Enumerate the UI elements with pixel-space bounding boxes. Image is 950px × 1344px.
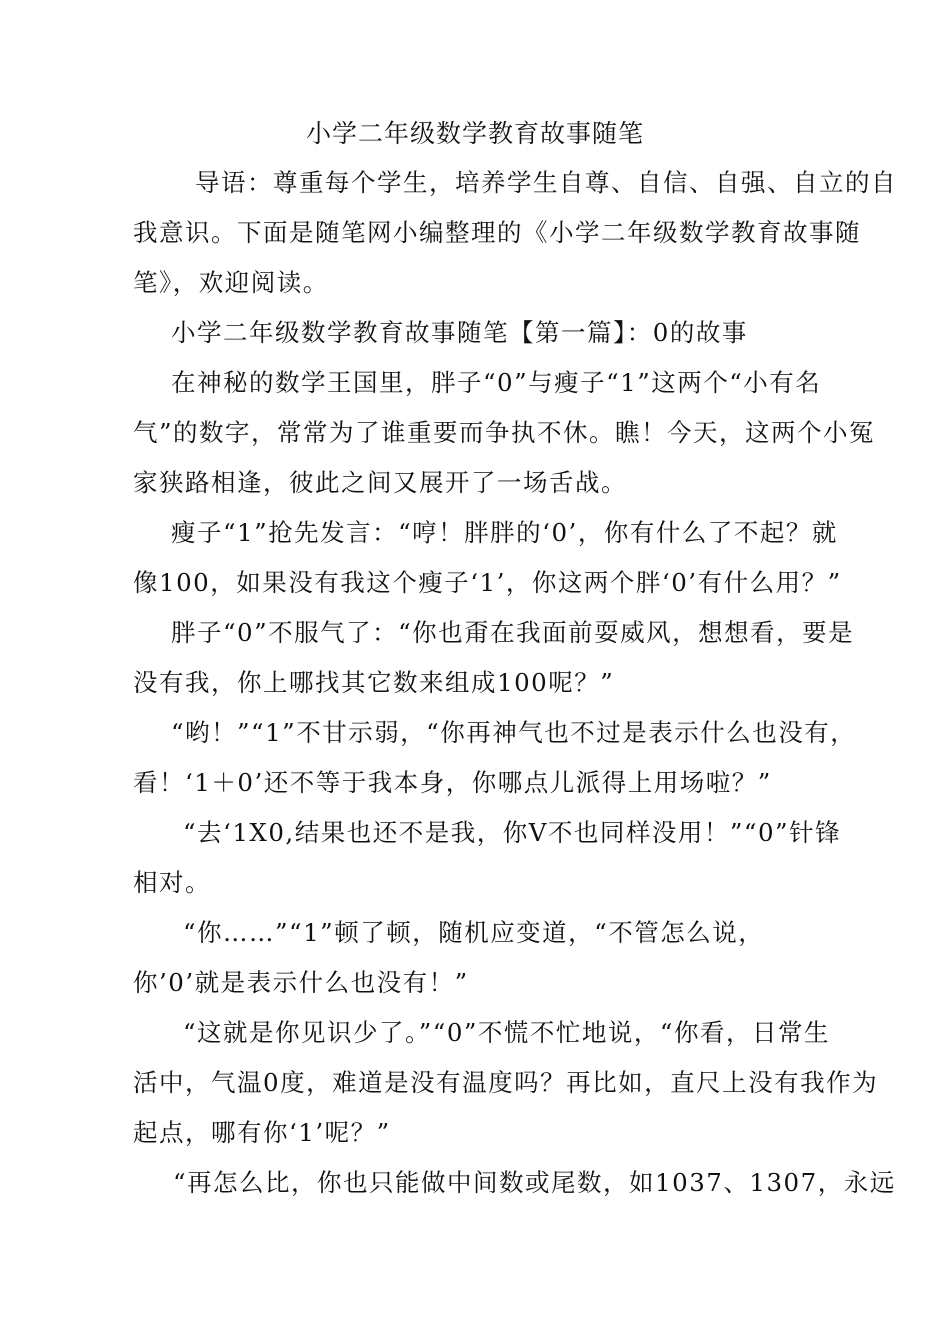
document-title: 小学二年级数学教育故事随笔 <box>305 119 644 148</box>
text-line: 起点，哪有你‘1’呢？” <box>133 1118 391 1147</box>
text-line: 气”的数字，常常为了谁重要而争执不休。瞧！今天，这两个小冤 <box>133 418 876 447</box>
text-line: 相对。 <box>133 868 211 897</box>
text-line: 像100，如果没有我这个瘦子‘1’，你这两个胖‘0’有什么用？” <box>133 568 842 597</box>
text-line: 看！‘1＋0’还不等于我本身，你哪点儿派得上用场啦？” <box>133 768 772 797</box>
paragraph <box>133 508 842 608</box>
text-line: 在神秘的数学王国里，胖子“0”与瘦子“1”这两个“小有名 <box>171 368 822 397</box>
text-line: 我意识。下面是随笔网小编整理的《小学二年级数学教育故事随 <box>133 218 861 247</box>
text-line: 你’0’就是表示什么也没有！” <box>133 968 469 997</box>
text-line: 导语：尊重每个学生，培养学生自尊、自信、自强、自立的自 <box>195 168 897 197</box>
text-line: “去‘1X0,结果也还不是我，你V不也同样没用！”“0”针锋 <box>183 818 842 847</box>
paragraph <box>133 1008 879 1158</box>
text-line: 胖子“0”不服气了：“你也甭在我面前耍威风，想想看，要是 <box>171 618 855 647</box>
text-line: 瘦子“1”抢先发言：“哼！胖胖的‘0’，你有什么了不起？就 <box>171 518 838 547</box>
text-line: 笔》，欢迎阅读。 <box>133 268 329 297</box>
text-line: “你……”“1”顿了顿，随机应变道，“不管怎么说， <box>183 918 765 947</box>
text-line: 活中，气温0度，难道是没有温度吗？再比如，直尺上没有我作为 <box>133 1068 879 1097</box>
paragraph <box>133 908 838 1008</box>
paragraph <box>133 1158 896 1208</box>
paragraph <box>133 708 857 808</box>
text-line: “这就是你见识少了。”“0”不慌不忙地说，“你看，日常生 <box>183 1018 830 1047</box>
paragraph <box>133 158 897 308</box>
paragraph <box>133 808 842 908</box>
text-line: 没有我，你上哪找其它数来组成100呢？” <box>133 668 615 697</box>
text-line: 家狭路相逢，彼此之间又展开了一场舌战。 <box>133 468 627 497</box>
paragraph <box>133 358 876 508</box>
document-body <box>133 158 897 1208</box>
paragraph <box>133 608 855 708</box>
text-line: “再怎么比，你也只能做中间数或尾数，如1037、1307，永远 <box>173 1168 896 1197</box>
text-line: “哟！”“1”不甘示弱，“你再神气也不过是表示什么也没有， <box>171 718 857 747</box>
text-line: 小学二年级数学教育故事随笔【第一篇】：0的故事 <box>171 318 748 347</box>
paragraph <box>133 308 838 358</box>
